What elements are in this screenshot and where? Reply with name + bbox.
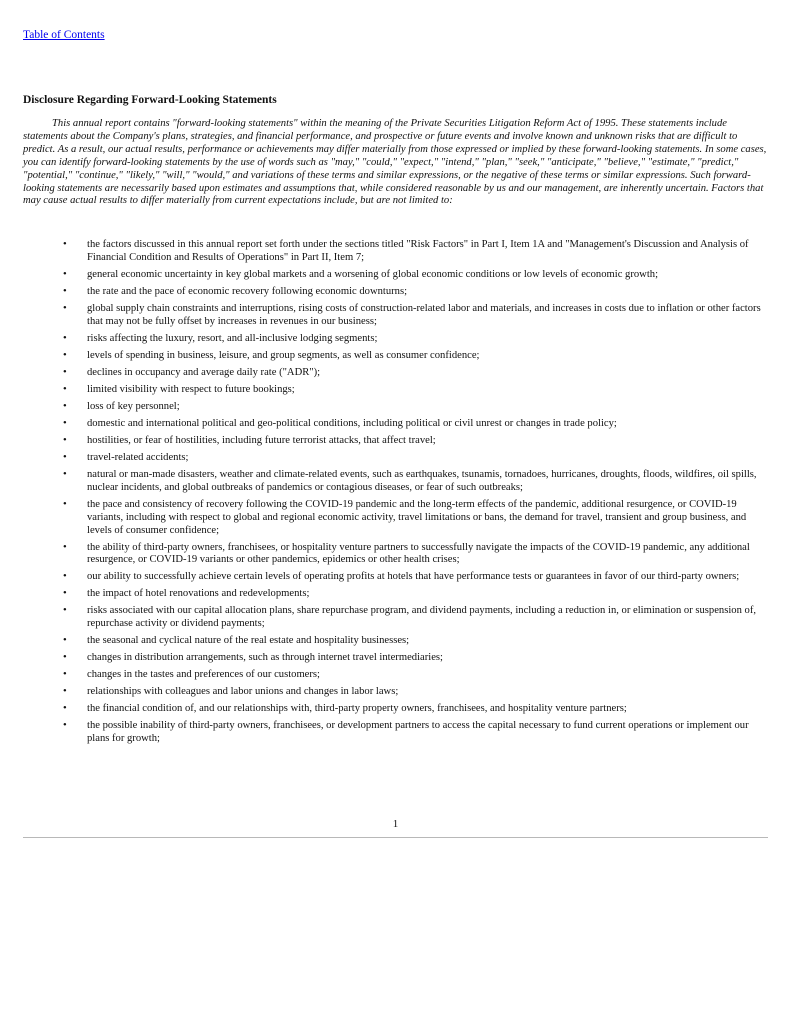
bullet-icon: • [63, 468, 67, 480]
list-item-text: the financial condition of, and our relationships with, third-party property owners, franchisees, and hospitality venture partners; [87, 703, 627, 715]
bullet-icon: • [63, 635, 67, 647]
list-item-text: the rate and the pace of economic recovery following economic downturns; [87, 285, 408, 297]
list-item [0, 333, 791, 346]
list-item-text: risks associated with our capital allocation plans, share repurchase program, and dividend payments, including a reduction in, or elimination or suspension of, repurchase activity or dividend payments; [87, 605, 756, 630]
list-item-text: risks affecting the luxury, resort, and all-inclusive lodging segments; [87, 332, 378, 344]
bullet-icon: • [63, 588, 67, 600]
bullet-icon: • [63, 451, 67, 463]
list-item [0, 703, 791, 716]
list-item-text: the seasonal and cyclical nature of the real estate and hospitality businesses; [87, 635, 410, 647]
list-item [0, 571, 791, 584]
list-item [0, 401, 791, 414]
bullet-icon: • [63, 541, 67, 553]
bullet-icon: • [63, 366, 67, 378]
bullet-icon: • [63, 669, 67, 681]
list-item-text: changes in the tastes and preferences of our customers; [87, 669, 320, 681]
bullet-icon: • [63, 268, 67, 280]
list-item [0, 384, 791, 397]
list-item-text: the pace and consistency of recovery following the COVID-19 pandemic and the long-term effects of the pandemic, additional resurgence, or COVID-19 variants, including with respect to global and regional economic activity, travel limitations or bans, the demand for travel, transient and group business, and levels of consumer confidence; [87, 498, 747, 536]
bullet-icon: • [63, 686, 67, 698]
table-of-contents-link[interactable]: Table of Contents [23, 29, 105, 41]
bullet-icon: • [63, 400, 67, 412]
list-item [0, 239, 791, 265]
bullet-icon: • [63, 434, 67, 446]
list-item [0, 605, 791, 631]
list-item [0, 286, 791, 299]
intro-paragraph: This annual report contains "forward-looking statements" within the meaning of the Private Securities Litigation Reform Act of 1995. These statements include statements about the Company's plans, strategies, and financial performance, and prospective or future events and involve known and unknown risks that are difficult to predict. As a result, our actual results, performance or achievements may differ materially from those expressed or implied by these forward-looking statements. In some cases, you can identify forward-looking statements by the use of words such as "may," "could," "expect," "intend," "plan," "seek," "anticipate," "believe," "estimate," "predict," "potential," "continue," "likely," "will," "would," and variations of these terms and similar expressions, or the negative of these terms or similar expressions. Such forward-looking statements are necessarily based upon estimates and assumptions that, while considered reasonable by us and our management, are inherently uncertain. Factors that may cause actual results to differ materially from current expectations include, but are not limited to: [23, 118, 767, 207]
bullet-icon: • [63, 498, 67, 510]
list-item-text: our ability to successfully achieve certain levels of operating profits at hotels that have performance tests or guarantees in favor of our third-party owners; [87, 571, 740, 583]
page-divider [23, 837, 768, 838]
list-item-text: loss of key personnel; [87, 400, 180, 412]
bullet-icon: • [63, 417, 67, 429]
list-item-text: general economic uncertainty in key global markets and a worsening of global economic conditions or low levels of economic growth; [87, 268, 659, 280]
list-item-text: natural or man-made disasters, weather and climate-related events, such as earthquakes, tsunamis, tornadoes, hurricanes, droughts, floods, wildfires, oil spills, nuclear incidents, and global outbreaks of pandemics or contagious diseases, or fear of such outbreaks; [87, 468, 757, 493]
bullet-icon: • [63, 302, 67, 314]
list-item [0, 686, 791, 699]
bullet-icon: • [63, 349, 67, 361]
list-item-text: the possible inability of third-party owners, franchisees, or development partners to access the capital necessary to fund current operations or implement our plans for growth; [87, 720, 749, 745]
bullet-icon: • [63, 332, 67, 344]
list-item [0, 303, 791, 329]
list-item [0, 720, 791, 746]
list-item [0, 350, 791, 363]
bullet-icon: • [63, 605, 67, 617]
list-item [0, 542, 791, 568]
list-item [0, 452, 791, 465]
bullet-icon: • [63, 652, 67, 664]
bullet-icon: • [63, 285, 67, 297]
list-item [0, 652, 791, 665]
list-item-text: relationships with colleagues and labor unions and changes in labor laws; [87, 686, 399, 698]
list-item [0, 669, 791, 682]
list-item-text: changes in distribution arrangements, such as through internet travel intermediaries; [87, 652, 443, 664]
list-item [0, 499, 791, 538]
list-item-text: levels of spending in business, leisure, and group segments, as well as consumer confidence; [87, 349, 480, 361]
bullet-icon: • [63, 703, 67, 715]
list-item-text: travel-related accidents; [87, 451, 189, 463]
list-item-text: the impact of hotel renovations and redevelopments; [87, 588, 310, 600]
page-number: 1 [392, 818, 399, 830]
list-item-text: the factors discussed in this annual report set forth under the sections titled "Risk Factors" in Part I, Item 1A and "Management's Discussion and Analysis of Financial Condition and Results of Operations" in Part II, Item 7; [87, 239, 749, 263]
bullet-icon: • [63, 383, 67, 395]
bullet-icon: • [63, 571, 67, 583]
list-item [0, 635, 791, 648]
list-item [0, 435, 791, 448]
bullet-icon: • [63, 720, 67, 732]
list-item [0, 469, 791, 495]
list-item-text: the ability of third-party owners, franchisees, or hospitality venture partners to successfully navigate the impacts of the COVID-19 pandemic, any additional resurgence, or COVID-19 variants or other pandemics, epidemics or other health crises; [87, 541, 750, 566]
bullet-icon: • [63, 239, 67, 250]
list-item [0, 418, 791, 431]
list-item [0, 367, 791, 380]
list-item-text: limited visibility with respect to future bookings; [87, 383, 295, 395]
list-item-text: declines in occupancy and average daily rate ("ADR"); [87, 366, 321, 378]
list-item [0, 588, 791, 601]
list-item-text: domestic and international political and geo-political conditions, including political or civil unrest or changes in trade policy; [87, 417, 617, 429]
risk-factor-list [0, 239, 791, 750]
list-item-text: hostilities, or fear of hostilities, including future terrorist attacks, that affect travel; [87, 434, 436, 446]
list-item [0, 269, 791, 282]
section-heading: Disclosure Regarding Forward-Looking Statements [23, 94, 277, 106]
list-item-text: global supply chain constraints and interruptions, rising costs of construction-related labor and materials, and increases in costs due to inflation or other factors that may not be fully offset by increases in revenues in our business; [87, 302, 761, 327]
